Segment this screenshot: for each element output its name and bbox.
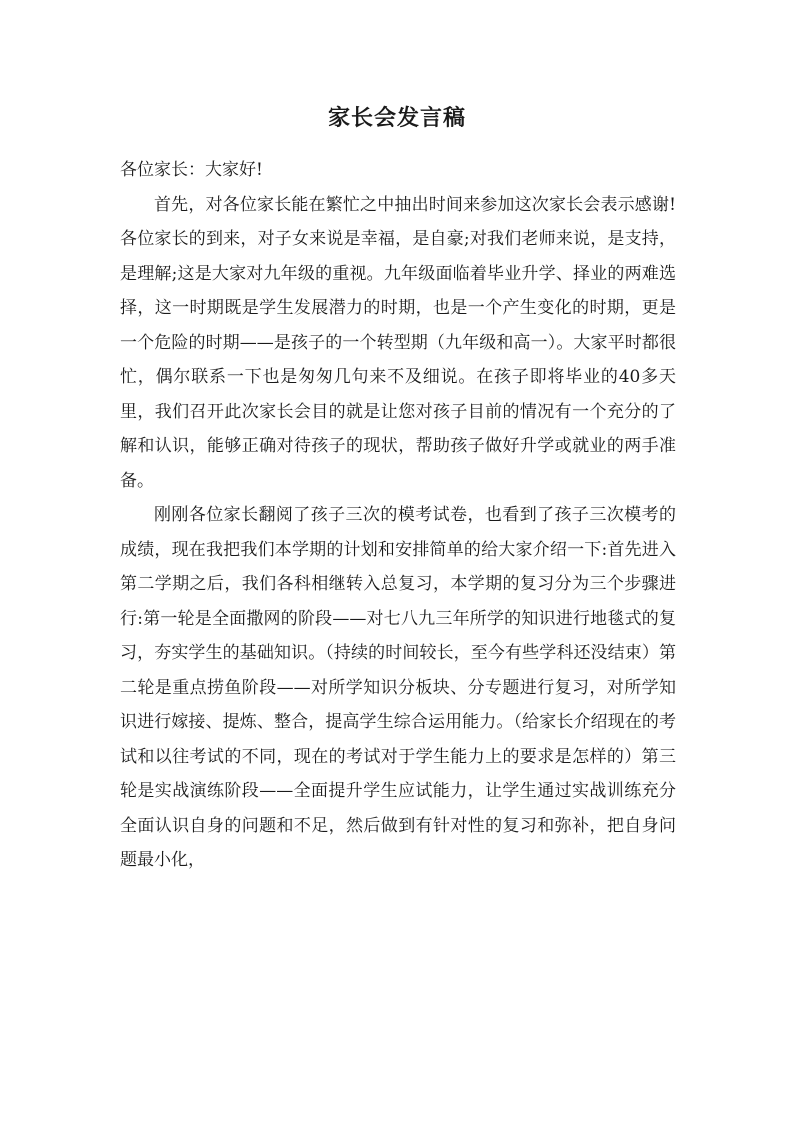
paragraph-2: 刚刚各位家长翻阅了孩子三次的模考试卷，也看到了孩子三次模考的成绩，现在我把我们本学期的计划和安排简单的给大家介绍一下:首先进入第二学期之后，我们各科相继转入总复习，本学期的复习分为三个步骤进行:第一轮是全面撒网的阶段——对七八九三年所学的知识进行地毯式的复习，夯实学生的基础知识。（持续的时间较长，至今有些学科还没结束）第二轮是重点捞鱼阶段——对所学知识分板块、分专题进行复习，对所学知识进行嫁接、提炼、整合，提高学生综合运用能力。（给家长介绍现在的考试和以往考试的不同，现在的考试对于学生能力上的要求是怎样的）第三轮是实战演练阶段——全面提升学生应试能力，让学生通过实战训练充分全面认识自身的问题和不足，然后做到有针对性的复习和弥补，把自身问题最小化， (120, 505, 676, 870)
document-body (120, 153, 676, 878)
salutation: 各位家长：大家好! (120, 160, 263, 180)
document-title: 家长会发言稿 (327, 105, 466, 131)
paragraph-1: 首先，对各位家长能在繁忙之中抽出时间来参加这次家长会表示感谢!各位家长的到来，对子女来说是幸福，是自豪;对我们老师来说，是支持，是理解;这是大家对九年级的重视。九年级面临着毕业升学、择业的两难选择，这一时期既是学生发展潜力的时期，也是一个产生变化的时期，更是一个危险的时期——是孩子的一个转型期（九年级和高一）。大家平时都很忙，偶尔联系一下也是匆匆几句来不及细说。在孩子即将毕业的40多天里，我们召开此次家长会目的就是让您对孩子目前的情况有一个充分的了解和认识，能够正确对待孩子的现状，帮助孩子做好升学或就业的两手准备。 (120, 194, 676, 491)
